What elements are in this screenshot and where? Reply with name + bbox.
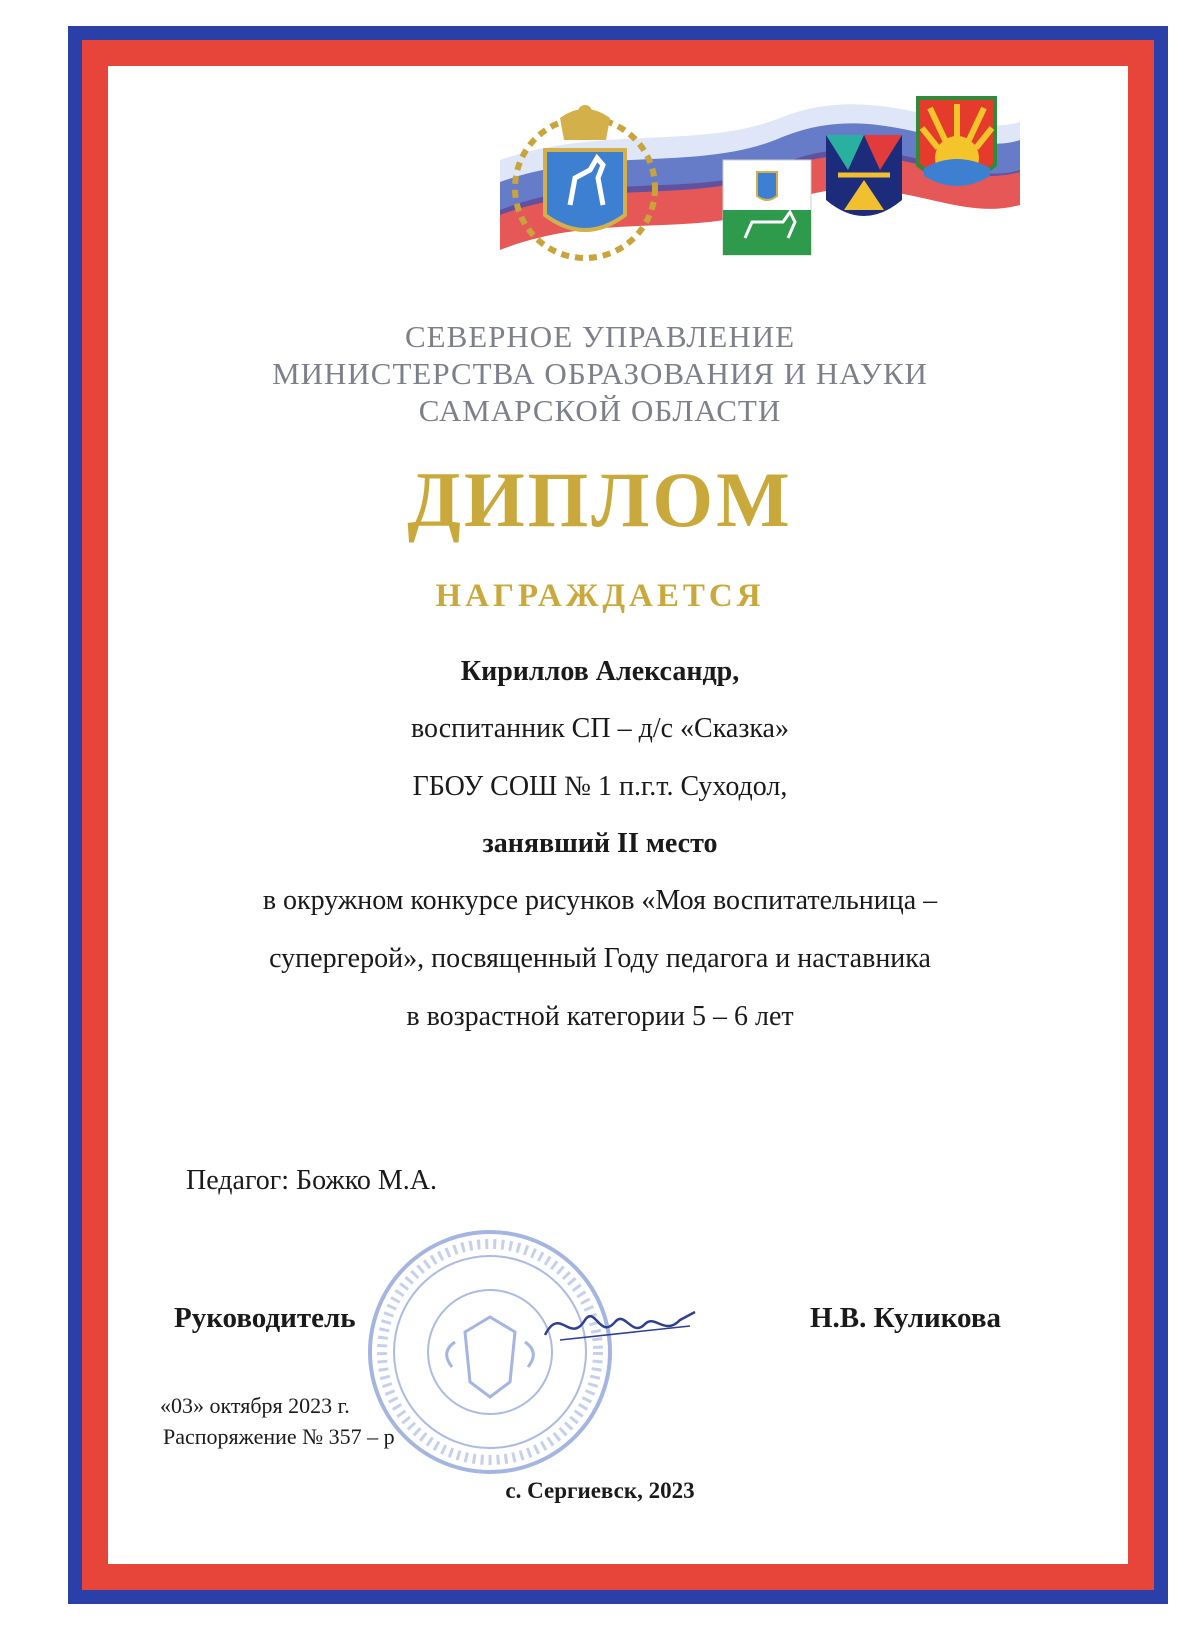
- recipient-role: воспитанник СП – д/с «Сказка»: [411, 713, 789, 744]
- contest-line: в окружном конкурсе рисунков «Моя воспитательница –: [262, 885, 938, 916]
- school-name: ГБОУ СОШ № 1 п.г.т. Суходол,: [412, 771, 788, 802]
- order-number: Распоряжение № 357 – р: [163, 1424, 395, 1449]
- authority-line: САМАРСКОЙ ОБЛАСТИ: [418, 393, 782, 428]
- issuing-authority: [0, 318, 1200, 429]
- issue-date: «03» октября 2023 г.: [160, 1393, 350, 1418]
- flag-icon: [723, 160, 811, 255]
- awarded-label: НАГРАЖДАЕТСЯ: [435, 578, 765, 614]
- diploma-title: ДИПЛОМ: [407, 456, 793, 543]
- place-and-year: с. Сергиевск, 2023: [505, 1478, 695, 1503]
- district-coat-of-arms-icon: [826, 135, 902, 216]
- sun-coat-of-arms-icon: [918, 98, 995, 186]
- handwritten-signature: [540, 1300, 700, 1350]
- signature-role: Руководитель: [174, 1302, 356, 1334]
- signature-name: Н.В. Куликова: [810, 1302, 1001, 1334]
- place-text: занявший II место: [482, 828, 718, 859]
- official-stamp: [360, 1222, 620, 1482]
- contest-line: в возрастной категории 5 – 6 лет: [406, 1001, 794, 1032]
- teacher-name: Педагог: Божко М.А.: [186, 1165, 438, 1196]
- recipient-name: Кириллов Александр,: [460, 656, 740, 687]
- emblem-header: [0, 0, 1200, 300]
- authority-line: СЕВЕРНОЕ УПРАВЛЕНИЕ: [404, 319, 796, 354]
- contest-line: супергерой», посвященный Году педагога и наставника: [269, 943, 931, 974]
- authority-line: МИНИСТЕРСТВА ОБРАЗОВАНИЯ И НАУКИ: [272, 356, 928, 391]
